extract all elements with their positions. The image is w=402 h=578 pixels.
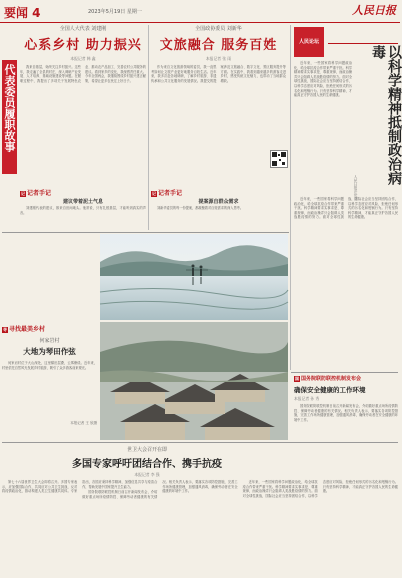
article-middle-body bbox=[151, 65, 286, 183]
briefing-byline: 本报记者 孙 秀 bbox=[294, 396, 320, 401]
note-left-heading bbox=[20, 188, 146, 197]
briefing-headline: 确保安全健康的工作环境 bbox=[294, 386, 366, 394]
photo-story-heading bbox=[2, 324, 97, 333]
section-label: 要闻 4 bbox=[4, 6, 41, 20]
bottom-article-paragraph: 第七十六届世界卫生大会即将召开。多国专家表示，应加强国际合作，共同应对公共卫生挑战，反对将疫情政治化，推动构建人类卫生健康共同体。专家指出，各国应秉持科学精神，加强信息共享与疫苗合作，帮助发展中国家提升卫生能力。 bbox=[2, 480, 158, 494]
bottom-article-body bbox=[2, 480, 398, 578]
commentary-body-top bbox=[294, 61, 352, 191]
terrace-photo bbox=[100, 234, 288, 320]
photo-credit: 本报记者 王 欣摄 bbox=[70, 421, 97, 425]
briefing-paragraph: 国务院联防联控机制日前召开新闻发布会，介绍做好重点场所疫情防控、保障劳动者健康的有关情况。相关负责人表示，要落实各项防控措施，完善工作场所健康管理，加强通风消毒，确保劳动者在安全健康的环境中工作。 bbox=[294, 404, 398, 422]
terrace-landscape-image bbox=[100, 234, 288, 320]
photo-story bbox=[2, 324, 97, 440]
article-left bbox=[20, 25, 146, 185]
column-divider bbox=[148, 25, 149, 230]
article-left-body bbox=[20, 65, 146, 183]
article-left-paragraph: 我来自基层，始终关注乡村振兴。这些年，我走遍了全县的村庄，深入调研产业发展、人才培养、基础设施建设等问题。在履职过程中，我提出了多项关于发展特色农业、推动农产品加工、完善农村公共服务的建议。看到家乡的变化，我深感责任重大。今年全国两会，我继续围绕乡村振兴建言献策，希望让更多农民过上好日子。 bbox=[20, 65, 146, 83]
note-middle-subtitle: 提案源自群众需求 bbox=[198, 199, 239, 205]
divider bbox=[291, 372, 398, 373]
article-middle-paragraph: 作为来自文化旅游领域的委员，我一直思考如何让文旅产业更好地服务百姓生活。近年来，我多次赴各地调研，了解乡村旅游、非遗传承和公共文化服务的发展情况。我提交的提案涉及文旅融合、数字文化、景区服务提升等方面。在实践中，我看到越来越多的游客走进乡村，感受传统文化魅力，也带动了当地群众增收。 bbox=[151, 65, 286, 83]
article-middle bbox=[151, 25, 286, 185]
bottom-article-paragraph-3: 近年来，一些国家将科学问题政治化，给全球抗疫合作带来严重干扰。科学精神要求实事求是、尊重规律，而政治操弄只会阻碍人类战胜疫情的努力。面对全球性挑战，国际社会应当坚持团结合作，以科学态度应对风险，拒绝任何形式的污名化和甩锅行为。只有坚持科学精神，才能真正守护各国人民的生命健康。 bbox=[242, 480, 398, 498]
briefing-body bbox=[294, 404, 398, 444]
commentary-logo: 人民论坛 bbox=[294, 27, 324, 57]
issue-date: 2023年5月19日 星期一 bbox=[88, 9, 142, 15]
photo-story-title: 寻找最美乡村 bbox=[9, 326, 46, 333]
column-divider-right bbox=[290, 25, 291, 370]
note-tag-icon: 记 bbox=[21, 191, 25, 196]
briefing-tag-icon: 国 bbox=[295, 376, 299, 381]
note-left-subtitle: 建议带着泥土气息 bbox=[62, 199, 103, 205]
photo-story-kicker: 何家岩村 bbox=[39, 338, 60, 344]
commentary-column bbox=[294, 25, 402, 370]
note-middle bbox=[151, 188, 286, 230]
commentary-paragraph-2: 近年来，一些国家将科学问题政治化，给全球抗疫合作带来严重干扰。科学精神要求实事求是、尊重规律，而政治操弄只会阻碍人类战胜疫情的努力。面对全球性挑战，国际社会应当坚持团结合作，以科学态度应对风险，拒绝任何形式的污名化和甩锅行为。只有坚持科学精神，才能真正守护各国人民的生命健康。 bbox=[294, 197, 398, 220]
bottom-article-paragraph-2: 国务院联防联控机制日前召开新闻发布会，介绍做好重点场所疫情防控、保障劳动者健康的有关情况。相关负责人表示，要落实各项防控措施，完善工作场所健康管理，加强通风消毒，确保劳动者在安全健康的环境中工作。 bbox=[82, 480, 238, 499]
bottom-article-byline: 本报记者 李 强 bbox=[134, 472, 160, 477]
divider bbox=[2, 232, 289, 233]
note-middle-paragraph: 刘新华委员的每一份提案，都凝聚着对百姓需求的深入思考。 bbox=[157, 206, 244, 210]
qr-code-icon bbox=[271, 151, 287, 167]
article-left-headline: 心系乡村 助力振兴 bbox=[24, 38, 142, 53]
article-middle-kicker: 全国政协委员 刘新华 bbox=[195, 26, 242, 32]
bottom-article bbox=[2, 446, 398, 571]
commentary-paragraph: 近年来，一些国家将科学问题政治化，给全球抗疫合作带来严重干扰。科学精神要求实事求是、尊重规律，而政治操弄只会阻碍人类战胜疫情的努力。面对全球性挑战，国际社会应当坚持团结合作，以科学态度应对风险，拒绝任何形式的污名化和甩锅行为。只有坚持科学精神，才能真正守护各国人民的生命健康。 bbox=[294, 61, 352, 98]
commentary-headline-text: 以科学精神抵制政治病毒 bbox=[370, 45, 402, 185]
briefing-article bbox=[294, 375, 398, 441]
sidebar-title bbox=[2, 60, 17, 174]
article-middle-byline: 本报记者 张 雨 bbox=[205, 56, 232, 61]
sidebar-title-text: 代表委员履职故事 bbox=[3, 64, 16, 152]
article-left-kicker: 全国人大代表 刘建刚 bbox=[59, 26, 107, 32]
commentary-body-bottom bbox=[294, 197, 398, 367]
briefing-heading bbox=[294, 375, 398, 382]
commentary-title-rule bbox=[328, 27, 398, 44]
newspaper-logo: 人民日报 bbox=[352, 4, 396, 17]
note-tag-icon: 记 bbox=[152, 191, 156, 196]
note-middle-heading bbox=[151, 188, 286, 197]
bottom-article-headline: 多国专家呼吁团结合作、携手抗疫 bbox=[72, 459, 222, 470]
photo-story-headline: 大地为琴田作弦 bbox=[23, 347, 76, 356]
note-left bbox=[20, 188, 146, 230]
photo-story-tag-icon: 寻 bbox=[3, 327, 7, 332]
note-left-title: 记者手记 bbox=[27, 190, 52, 197]
village-rooftops-image bbox=[100, 322, 288, 440]
note-left-body bbox=[20, 206, 146, 228]
note-left-paragraph: 刘建刚代表的建议，都来自田间地头。他常说，只有扎根基层，才能听到真实的声音。 bbox=[20, 206, 146, 215]
note-middle-title: 记者手记 bbox=[158, 190, 183, 197]
commentary-byline: 人民日报评论员 bbox=[354, 175, 358, 201]
bottom-article-kicker: 世卫大会召开在即 bbox=[126, 447, 167, 453]
page-header bbox=[0, 0, 400, 23]
article-left-byline: 本报记者 韩 鑫 bbox=[70, 56, 96, 61]
article-middle-headline: 文旅融合 服务百姓 bbox=[159, 38, 278, 53]
photo-story-paragraph: 何家岩村位于大山深处，这里梯田层叠，云雾缭绕。近年来，村里依托自然风光发展乡村旅游，吸引了众多游客前来观光。 bbox=[2, 361, 97, 370]
commentary-headline bbox=[370, 45, 402, 193]
qr-code bbox=[270, 150, 288, 168]
note-middle-body bbox=[151, 206, 286, 228]
photo-story-body bbox=[2, 361, 97, 421]
village-photo bbox=[100, 322, 288, 440]
briefing-title: 国务院联防联控机制发布会 bbox=[301, 376, 362, 382]
